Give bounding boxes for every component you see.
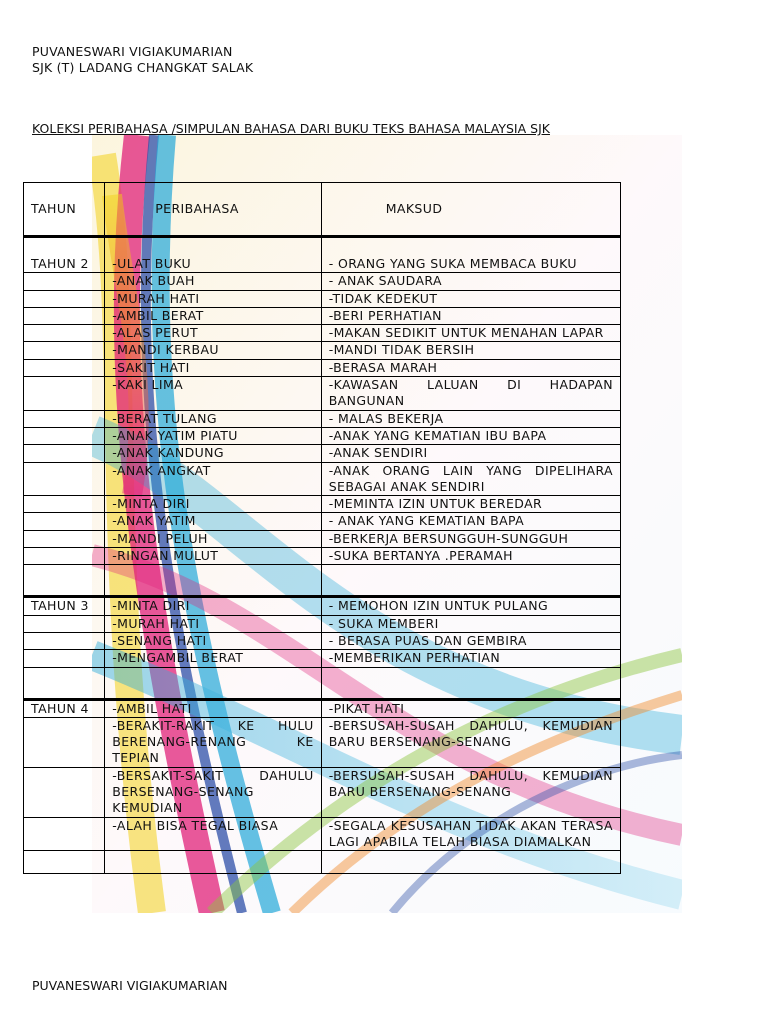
cell-peribahasa: -BERAT TULANG bbox=[105, 410, 321, 427]
cell-maksud: -KAWASAN LALUAN DI HADAPAN BANGUNAN bbox=[321, 377, 620, 411]
cell-tahun: TAHUN 4 bbox=[24, 699, 105, 717]
cell-peribahasa: -SENANG HATI bbox=[105, 632, 321, 649]
cell-tahun: TAHUN 2 bbox=[24, 237, 105, 273]
cell-maksud: -MAKAN SEDIKIT UNTUK MENAHAN LAPAR bbox=[321, 325, 620, 342]
table-row bbox=[24, 597, 621, 615]
table-row bbox=[24, 462, 621, 496]
cell-maksud: -MEMINTA IZIN UNTUK BEREDAR bbox=[321, 496, 620, 513]
cell-tahun bbox=[24, 290, 105, 307]
table-row bbox=[24, 699, 621, 717]
cell-maksud: - ANAK YANG KEMATIAN BAPA bbox=[321, 513, 620, 530]
cell-tahun bbox=[24, 445, 105, 462]
cell-peribahasa: -ULAT BUKU bbox=[105, 237, 321, 273]
cell-peribahasa: -BERSAKIT-SAKIT DAHULU BERSENANG-SENANG KEMUDIAN bbox=[105, 767, 321, 817]
cell-maksud: - MEMOHON IZIN UNTUK PULANG bbox=[321, 597, 620, 615]
cell-maksud: -MEMBERIKAN PERHATIAN bbox=[321, 650, 620, 667]
cell-tahun bbox=[24, 530, 105, 547]
table-row bbox=[24, 342, 621, 359]
empty-cell bbox=[321, 667, 620, 699]
cell-peribahasa: -MINTA DIRI bbox=[105, 597, 321, 615]
cell-tahun bbox=[24, 548, 105, 565]
table-row bbox=[24, 767, 621, 817]
cell-peribahasa: -ALAH BISA TEGAL BIASA bbox=[105, 817, 321, 851]
peribahasa-table bbox=[23, 182, 621, 874]
table-row bbox=[24, 496, 621, 513]
empty-cell bbox=[321, 851, 620, 874]
empty-cell bbox=[24, 565, 105, 597]
table-row bbox=[24, 650, 621, 667]
cell-maksud: -SUKA BERTANYA .PERAMAH bbox=[321, 548, 620, 565]
cell-tahun bbox=[24, 377, 105, 411]
cell-maksud: -ANAK ORANG LAIN YANG DIPELIHARA SEBAGAI ANAK SENDIRI bbox=[321, 462, 620, 496]
table-body bbox=[24, 237, 621, 874]
cell-peribahasa: -MANDI KERBAU bbox=[105, 342, 321, 359]
cell-peribahasa: -ANAK KANDUNG bbox=[105, 445, 321, 462]
spacer-row bbox=[24, 565, 621, 597]
cell-tahun bbox=[24, 325, 105, 342]
cell-maksud: -BERI PERHATIAN bbox=[321, 307, 620, 324]
footer-author: PUVANESWARI VIGIAKUMARIAN bbox=[32, 978, 228, 993]
cell-tahun bbox=[24, 307, 105, 324]
table-row bbox=[24, 427, 621, 444]
cell-maksud: -MANDI TIDAK BERSIH bbox=[321, 342, 620, 359]
header-author: PUVANESWARI VIGIAKUMARIAN bbox=[32, 44, 233, 59]
cell-peribahasa: -MURAH HATI bbox=[105, 615, 321, 632]
cell-tahun bbox=[24, 462, 105, 496]
cell-maksud: - MALAS BEKERJA bbox=[321, 410, 620, 427]
column-header-tahun: TAHUN bbox=[24, 183, 105, 237]
column-header-peribahasa: PERIBAHASA bbox=[105, 183, 321, 237]
cell-tahun bbox=[24, 615, 105, 632]
empty-cell bbox=[24, 667, 105, 699]
table-row bbox=[24, 237, 621, 273]
cell-tahun bbox=[24, 496, 105, 513]
cell-peribahasa: -KAKI LIMA bbox=[105, 377, 321, 411]
spacer-row bbox=[24, 851, 621, 874]
cell-tahun bbox=[24, 717, 105, 767]
empty-cell bbox=[321, 565, 620, 597]
cell-maksud: -TIDAK KEDEKUT bbox=[321, 290, 620, 307]
table-row bbox=[24, 273, 621, 290]
cell-tahun: TAHUN 3 bbox=[24, 597, 105, 615]
cell-tahun bbox=[24, 650, 105, 667]
cell-maksud: -SEGALA KESUSAHAN TIDAK AKAN TERASA LAGI APABILA TELAH BIASA DIAMALKAN bbox=[321, 817, 620, 851]
table-row bbox=[24, 359, 621, 376]
spacer-row bbox=[24, 667, 621, 699]
table-row bbox=[24, 615, 621, 632]
cell-peribahasa: -AMBIL BERAT bbox=[105, 307, 321, 324]
cell-peribahasa: -SAKIT HATI bbox=[105, 359, 321, 376]
cell-peribahasa: -MENGAMBIL BERAT bbox=[105, 650, 321, 667]
cell-maksud: - BERASA PUAS DAN GEMBIRA bbox=[321, 632, 620, 649]
table-row bbox=[24, 717, 621, 767]
cell-maksud: -BERKERJA BERSUNGGUH-SUNGGUH bbox=[321, 530, 620, 547]
empty-cell bbox=[24, 851, 105, 874]
table-row bbox=[24, 307, 621, 324]
empty-cell bbox=[105, 851, 321, 874]
empty-cell bbox=[105, 565, 321, 597]
document-title: KOLEKSI PERIBAHASA /SIMPULAN BAHASA DARI BUKU TEKS BAHASA MALAYSIA SJK bbox=[32, 121, 550, 136]
cell-peribahasa: -AMBIL HATI bbox=[105, 699, 321, 717]
table-row bbox=[24, 817, 621, 851]
cell-maksud: -ANAK YANG KEMATIAN IBU BAPA bbox=[321, 427, 620, 444]
cell-peribahasa: -RINGAN MULUT bbox=[105, 548, 321, 565]
cell-peribahasa: -ALAS PERUT bbox=[105, 325, 321, 342]
table-row bbox=[24, 445, 621, 462]
table-row bbox=[24, 325, 621, 342]
cell-maksud: - ORANG YANG SUKA MEMBACA BUKU bbox=[321, 237, 620, 273]
cell-peribahasa: -MURAH HATI bbox=[105, 290, 321, 307]
cell-peribahasa: -ANAK YATIM bbox=[105, 513, 321, 530]
cell-peribahasa: -MANDI PELUH bbox=[105, 530, 321, 547]
cell-maksud: -BERSUSAH-SUSAH DAHULU, KEMUDIAN BARU BERSENANG-SENANG bbox=[321, 767, 620, 817]
table-row bbox=[24, 377, 621, 411]
empty-cell bbox=[105, 667, 321, 699]
cell-tahun bbox=[24, 817, 105, 851]
cell-maksud: - ANAK SAUDARA bbox=[321, 273, 620, 290]
table-row bbox=[24, 410, 621, 427]
table-row bbox=[24, 548, 621, 565]
table-header-row bbox=[24, 183, 621, 237]
cell-tahun bbox=[24, 767, 105, 817]
cell-maksud: -BERASA MARAH bbox=[321, 359, 620, 376]
cell-maksud: - SUKA MEMBERI bbox=[321, 615, 620, 632]
cell-peribahasa: -ANAK BUAH bbox=[105, 273, 321, 290]
header-school: SJK (T) LADANG CHANGKAT SALAK bbox=[32, 60, 254, 75]
cell-maksud: -BERSUSAH-SUSAH DAHULU, KEMUDIAN BARU BERSENANG-SENANG bbox=[321, 717, 620, 767]
cell-peribahasa: -ANAK ANGKAT bbox=[105, 462, 321, 496]
cell-tahun bbox=[24, 342, 105, 359]
table-row bbox=[24, 290, 621, 307]
cell-tahun bbox=[24, 632, 105, 649]
cell-tahun bbox=[24, 513, 105, 530]
table-row bbox=[24, 530, 621, 547]
cell-peribahasa: -MINTA DIRI bbox=[105, 496, 321, 513]
cell-peribahasa: -BERAKIT-RAKIT KE HULU BERENANG-RENANG KE TEPIAN bbox=[105, 717, 321, 767]
cell-tahun bbox=[24, 427, 105, 444]
cell-peribahasa: -ANAK YATIM PIATU bbox=[105, 427, 321, 444]
table-row bbox=[24, 513, 621, 530]
table-row bbox=[24, 632, 621, 649]
cell-maksud: -ANAK SENDIRI bbox=[321, 445, 620, 462]
cell-tahun bbox=[24, 273, 105, 290]
cell-maksud: -PIKAT HATI bbox=[321, 699, 620, 717]
column-header-maksud: MAKSUD bbox=[321, 183, 620, 237]
cell-tahun bbox=[24, 410, 105, 427]
cell-tahun bbox=[24, 359, 105, 376]
